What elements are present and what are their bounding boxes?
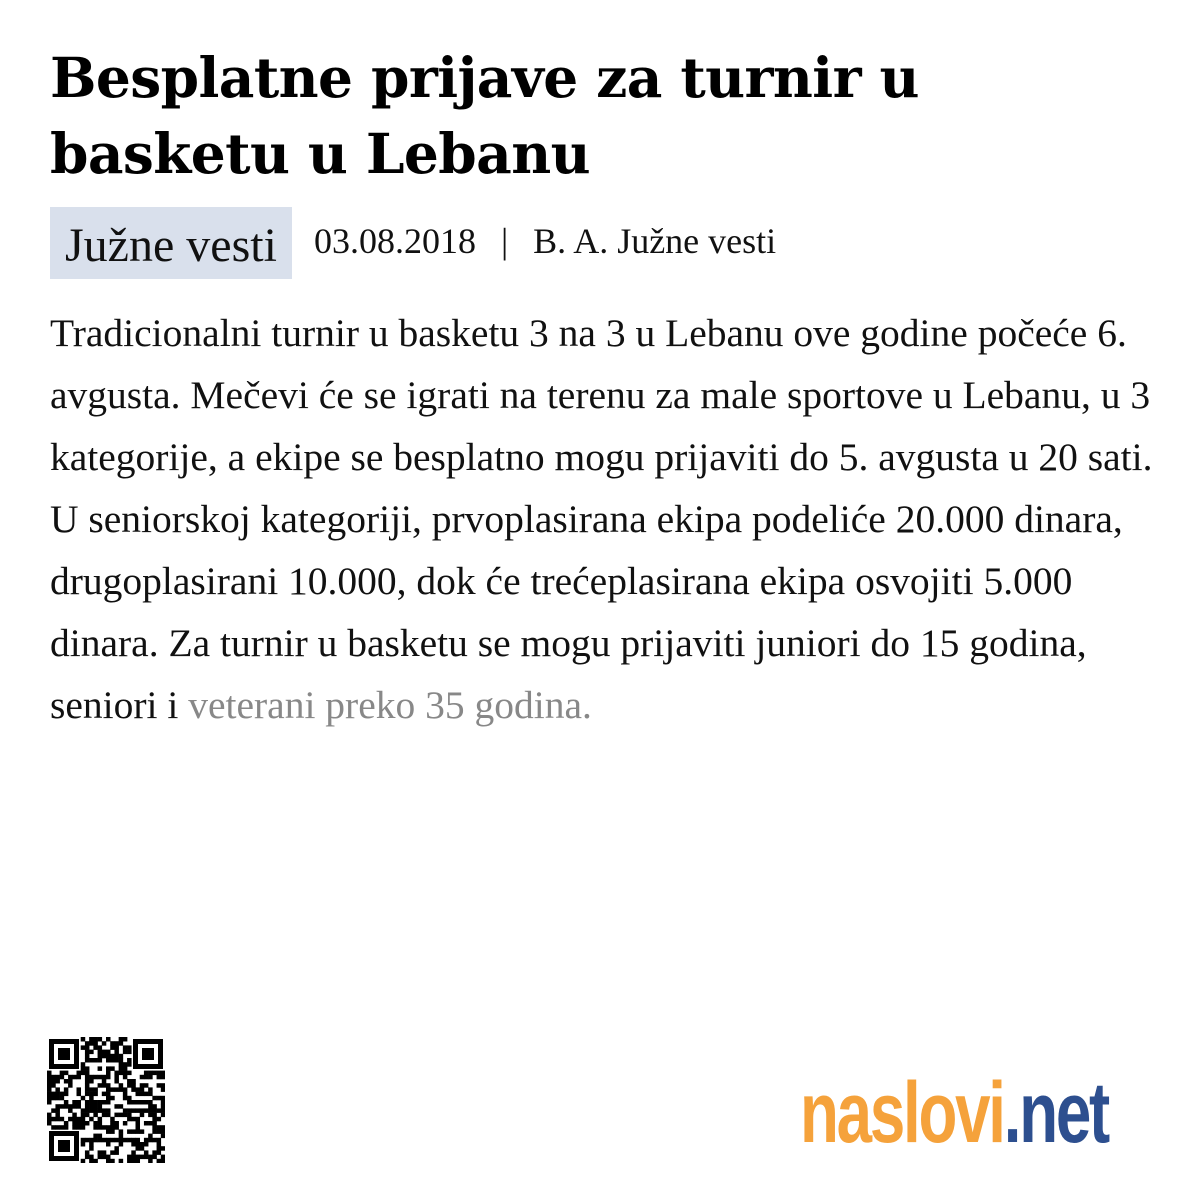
article-body — [50, 302, 1160, 736]
naslovi-net-logo[interactable] — [800, 1063, 1109, 1163]
meta-separator: | — [500, 221, 509, 261]
source-badge[interactable]: Južne vesti — [50, 207, 292, 279]
article-title: Besplatne prijave za turnir u basketu u Lebanu — [50, 45, 919, 186]
meta-info — [314, 207, 776, 263]
article-meta — [50, 207, 1160, 277]
logo-net: .net — [1003, 1065, 1109, 1161]
article-body-faded: veterani preko 35 godina. — [188, 683, 592, 727]
article-date: 03.08.2018 — [313, 221, 476, 261]
logo-naslovi: naslovi — [800, 1065, 1004, 1161]
qr-code-icon — [47, 1037, 165, 1163]
article — [50, 40, 1160, 736]
article-byline: B. A. Južne vesti — [533, 221, 777, 261]
article-body-text: Tradicionalni turnir u basketu 3 na 3 u Lebanu ove godine počeće 6. avgusta. Mečevi će se igrati na terenu za male sportove u Lebanu, u 3 kategorije, a ekipe se besplatno mogu prijaviti do 5. avgusta u 20 sati. U seniorskoj kategoriji, prvoplasirana ekipa podeliće 20.000 dinara, drugoplasirani 10.000, dok će trećeplasirana ekipa osvojiti 5.000 dinara. Za turnir u basketu se mogu prijaviti juniori do 15 godina, seniori i — [50, 311, 1153, 727]
